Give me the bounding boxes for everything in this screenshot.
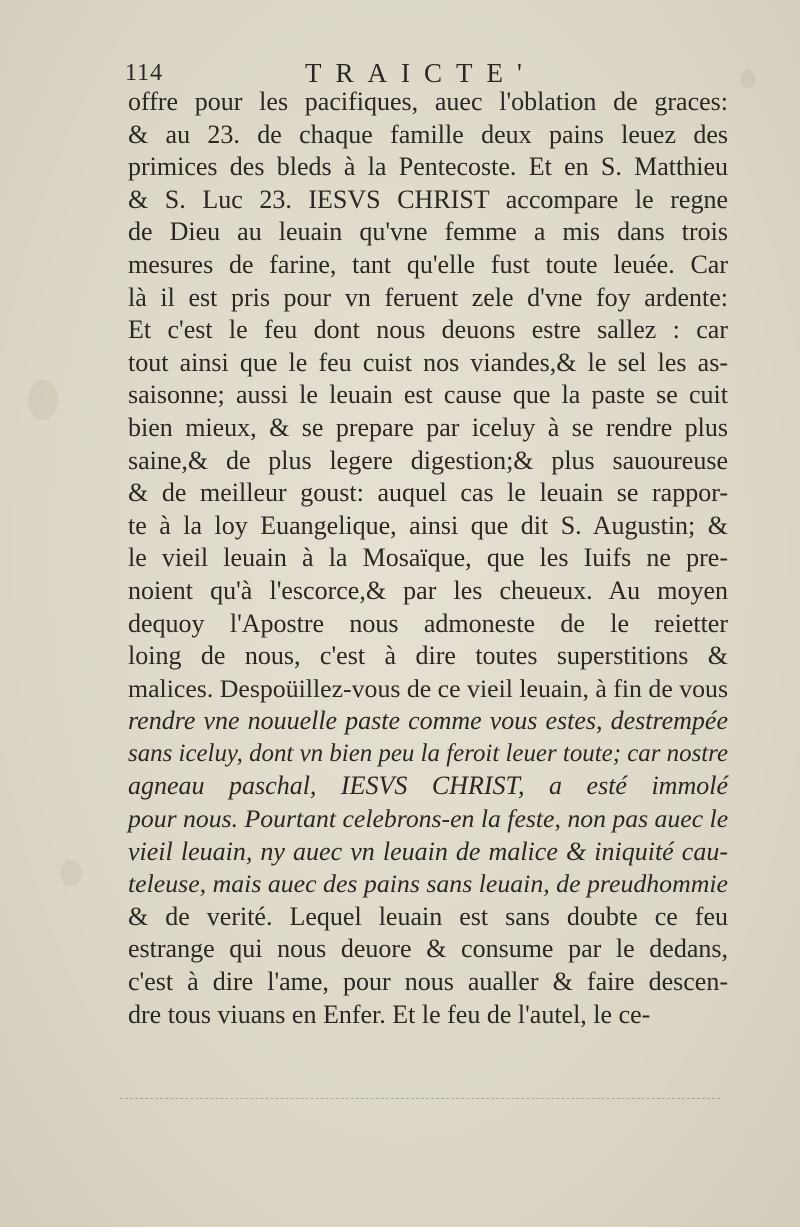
- text-line: Et c'est le feu dont nous deuons estre sallez : car: [128, 315, 728, 345]
- text-line: teleuse, mais auec des pains sans leuain, de preudhommie: [128, 869, 728, 899]
- body-text: [128, 86, 728, 1031]
- text-line: & de meilleur goust: auquel cas le leuain se rappor-: [128, 478, 728, 508]
- text-line: bien mieux, & se prepare par iceluy à se rendre plus: [128, 412, 728, 442]
- bottom-rule: [120, 1098, 720, 1100]
- text-line: offre pour les pacifiques, auec l'oblation de graces:: [128, 87, 728, 116]
- text-line: saine,& de plus legere digestion;& plus sauoureuse: [128, 445, 728, 475]
- text-line: te à la loy Euangelique, ainsi que dit S. Augustin; &: [128, 510, 728, 540]
- text-line: c'est à dire l'ame, pour nous aualler & faire descen-: [128, 967, 728, 997]
- text-line: là il est pris pour vn feruent zele d'vne foy ardente:: [128, 282, 728, 312]
- text-line: loing de nous, c'est à dire toutes superstitions &: [128, 641, 728, 671]
- text-line: rendre vne nouuelle paste comme vous estes, destrempée: [128, 706, 728, 736]
- paper-stain: [28, 380, 58, 420]
- text-line: & S. Luc 23. IESVS CHRIST accompare le regne: [128, 184, 728, 214]
- paper-stain: [740, 70, 756, 88]
- text-line: malices. Despoüillez-vous de ce vieil leuain, à fin de vous: [128, 673, 728, 703]
- text-line: le vieil leuain à la Mosaïque, que les Iuifs ne pre-: [128, 543, 728, 573]
- text-line: & de verité. Lequel leuain est sans doubte ce feu: [128, 901, 728, 931]
- text-line: agneau paschal, IESVS CHRIST, a esté immolé: [128, 771, 728, 801]
- text-line: primices des bleds à la Pentecoste. Et en S. Matthieu: [128, 152, 728, 182]
- text-line: dequoy l'Apostre nous admoneste de le reietter: [128, 608, 728, 638]
- text-line: mesures de farine, tant qu'elle fust toute leuée. Car: [128, 249, 728, 279]
- text-line: estrange qui nous deuore & consume par le dedans,: [128, 934, 728, 964]
- text-line: tout ainsi que le feu cuist nos viandes,& le sel les as-: [128, 347, 728, 377]
- text-line: de Dieu au leuain qu'vne femme a mis dans trois: [128, 217, 728, 247]
- text-line: saisonne; aussi le leuain est cause que la paste se cuit: [128, 380, 728, 410]
- text-line: pour nous. Pourtant celebrons-en la feste, non pas auec le: [128, 804, 729, 834]
- running-title: TRAICTE': [305, 58, 536, 88]
- text-line: & au 23. de chaque famille deux pains leuez des: [128, 119, 728, 149]
- text-line: dre tous viuans en Enfer. Et le feu de l'autel, le ce-: [128, 999, 651, 1029]
- paper-stain: [60, 860, 82, 886]
- text-line: vieil leuain, ny auec vn leuain de malice & iniquité cau-: [128, 836, 728, 866]
- text-line: sans iceluy, dont vn bien peu la feroit leuer toute; car nostre: [128, 739, 728, 767]
- page-number: 114: [125, 60, 164, 86]
- text-line: noient qu'à l'escorce,& par les cheueux. Au moyen: [128, 575, 728, 605]
